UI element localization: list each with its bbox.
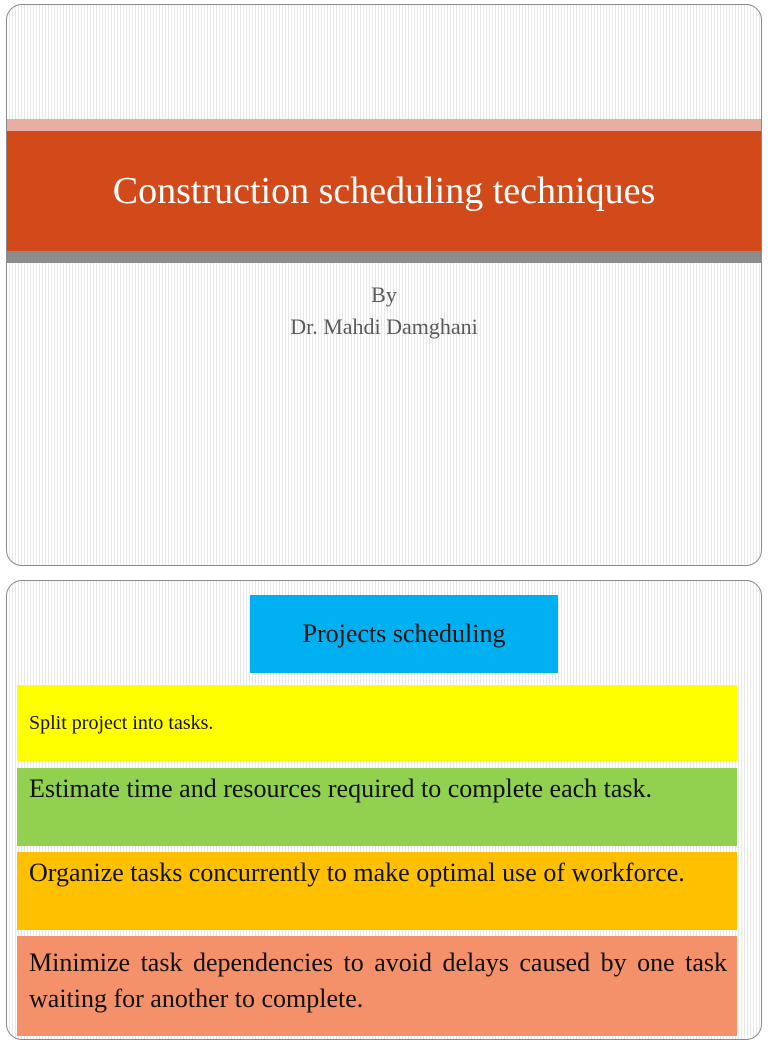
by-label: By (371, 282, 397, 307)
subtitle (7, 279, 761, 343)
list-item-minimize (17, 936, 737, 1036)
slide-heading: Projects scheduling (302, 619, 506, 648)
title-slide (6, 4, 762, 566)
list-item-text: Minimize task dependencies to avoid delays caused by one task waiting for another to complete. (29, 948, 727, 1013)
slide-heading-box (250, 595, 558, 673)
list-item-text: Organize tasks concurrently to make optimal use of workforce. (29, 858, 685, 887)
author-name: Dr. Mahdi Damghani (290, 314, 478, 339)
slide-title: Construction scheduling techniques (112, 170, 656, 212)
list-item-text: Estimate time and resources required to complete each task. (29, 774, 653, 803)
content-slide (6, 580, 762, 1040)
title-band (7, 131, 761, 251)
title-band-top-stripe (7, 119, 761, 131)
list-item-organize (17, 852, 737, 930)
title-band-bottom-stripe (7, 251, 761, 263)
list-item-split-tasks (17, 685, 737, 761)
list-item-estimate (17, 768, 737, 846)
list-item-text: Split project into tasks. (29, 711, 214, 734)
